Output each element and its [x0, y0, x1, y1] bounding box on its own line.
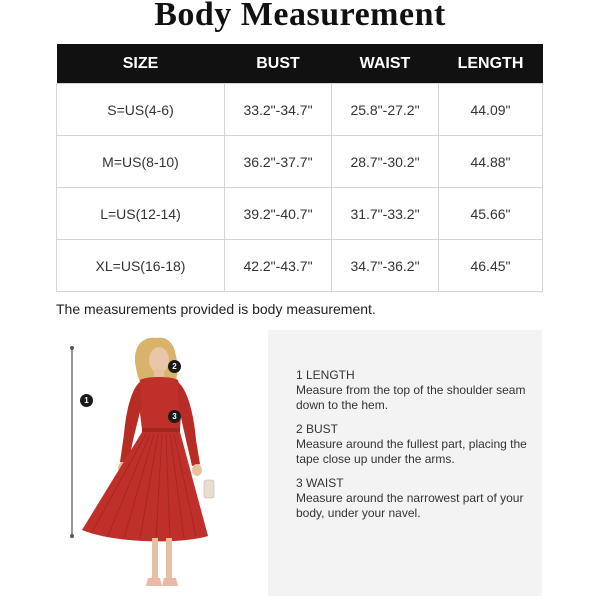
measurement-note: The measurements provided is body measurement.	[56, 301, 376, 317]
cell-bust: 42.2"-43.7"	[225, 240, 332, 292]
guide-length-desc: Measure from the top of the shoulder seam down to the hem.	[296, 383, 526, 412]
table-row	[57, 84, 543, 136]
guide-bust-desc: Measure around the fullest part, placing the tape close up under the arms.	[296, 437, 527, 466]
dress-illustration	[56, 330, 242, 596]
header-bust: BUST	[225, 44, 332, 84]
handbag	[204, 480, 214, 498]
marker-waist: 3	[168, 410, 181, 423]
size-chart-table	[56, 44, 543, 292]
cell-length: 46.45"	[439, 240, 543, 292]
model-figure	[56, 330, 242, 596]
guide-length	[296, 368, 536, 413]
measurement-guide-panel	[268, 330, 542, 596]
cell-length: 45.66"	[439, 188, 543, 240]
cell-waist: 34.7"-36.2"	[332, 240, 439, 292]
left-shoe	[146, 578, 162, 586]
header-length: LENGTH	[439, 44, 543, 84]
table-header-row	[57, 44, 543, 84]
cell-bust: 33.2"-34.7"	[225, 84, 332, 136]
header-waist: WAIST	[332, 44, 439, 84]
cell-size: L=US(12-14)	[57, 188, 225, 240]
page-title: Body Measurement	[154, 0, 446, 33]
guide-bust	[296, 422, 536, 467]
cell-length: 44.88"	[439, 136, 543, 188]
table-row	[57, 136, 543, 188]
right-shoe	[162, 578, 178, 586]
marker-length: 1	[80, 394, 93, 407]
guide-waist-heading: 3 WAIST	[296, 476, 344, 490]
table-row	[57, 240, 543, 292]
guide-length-heading: 1 LENGTH	[296, 368, 355, 382]
cell-size: M=US(8-10)	[57, 136, 225, 188]
face	[149, 347, 169, 373]
guide-waist	[296, 476, 536, 521]
guide-waist-desc: Measure around the narrowest part of your body, under your navel.	[296, 491, 524, 520]
cell-bust: 36.2"-37.7"	[225, 136, 332, 188]
table-row	[57, 188, 543, 240]
cell-waist: 31.7"-33.2"	[332, 188, 439, 240]
cell-waist: 25.8"-27.2"	[332, 84, 439, 136]
guide-bust-heading: 2 BUST	[296, 422, 339, 436]
cell-size: XL=US(16-18)	[57, 240, 225, 292]
cell-length: 44.09"	[439, 84, 543, 136]
header-size: SIZE	[57, 44, 225, 84]
cell-bust: 39.2"-40.7"	[225, 188, 332, 240]
cell-waist: 28.7"-30.2"	[332, 136, 439, 188]
cell-size: S=US(4-6)	[57, 84, 225, 136]
marker-bust: 2	[168, 360, 181, 373]
